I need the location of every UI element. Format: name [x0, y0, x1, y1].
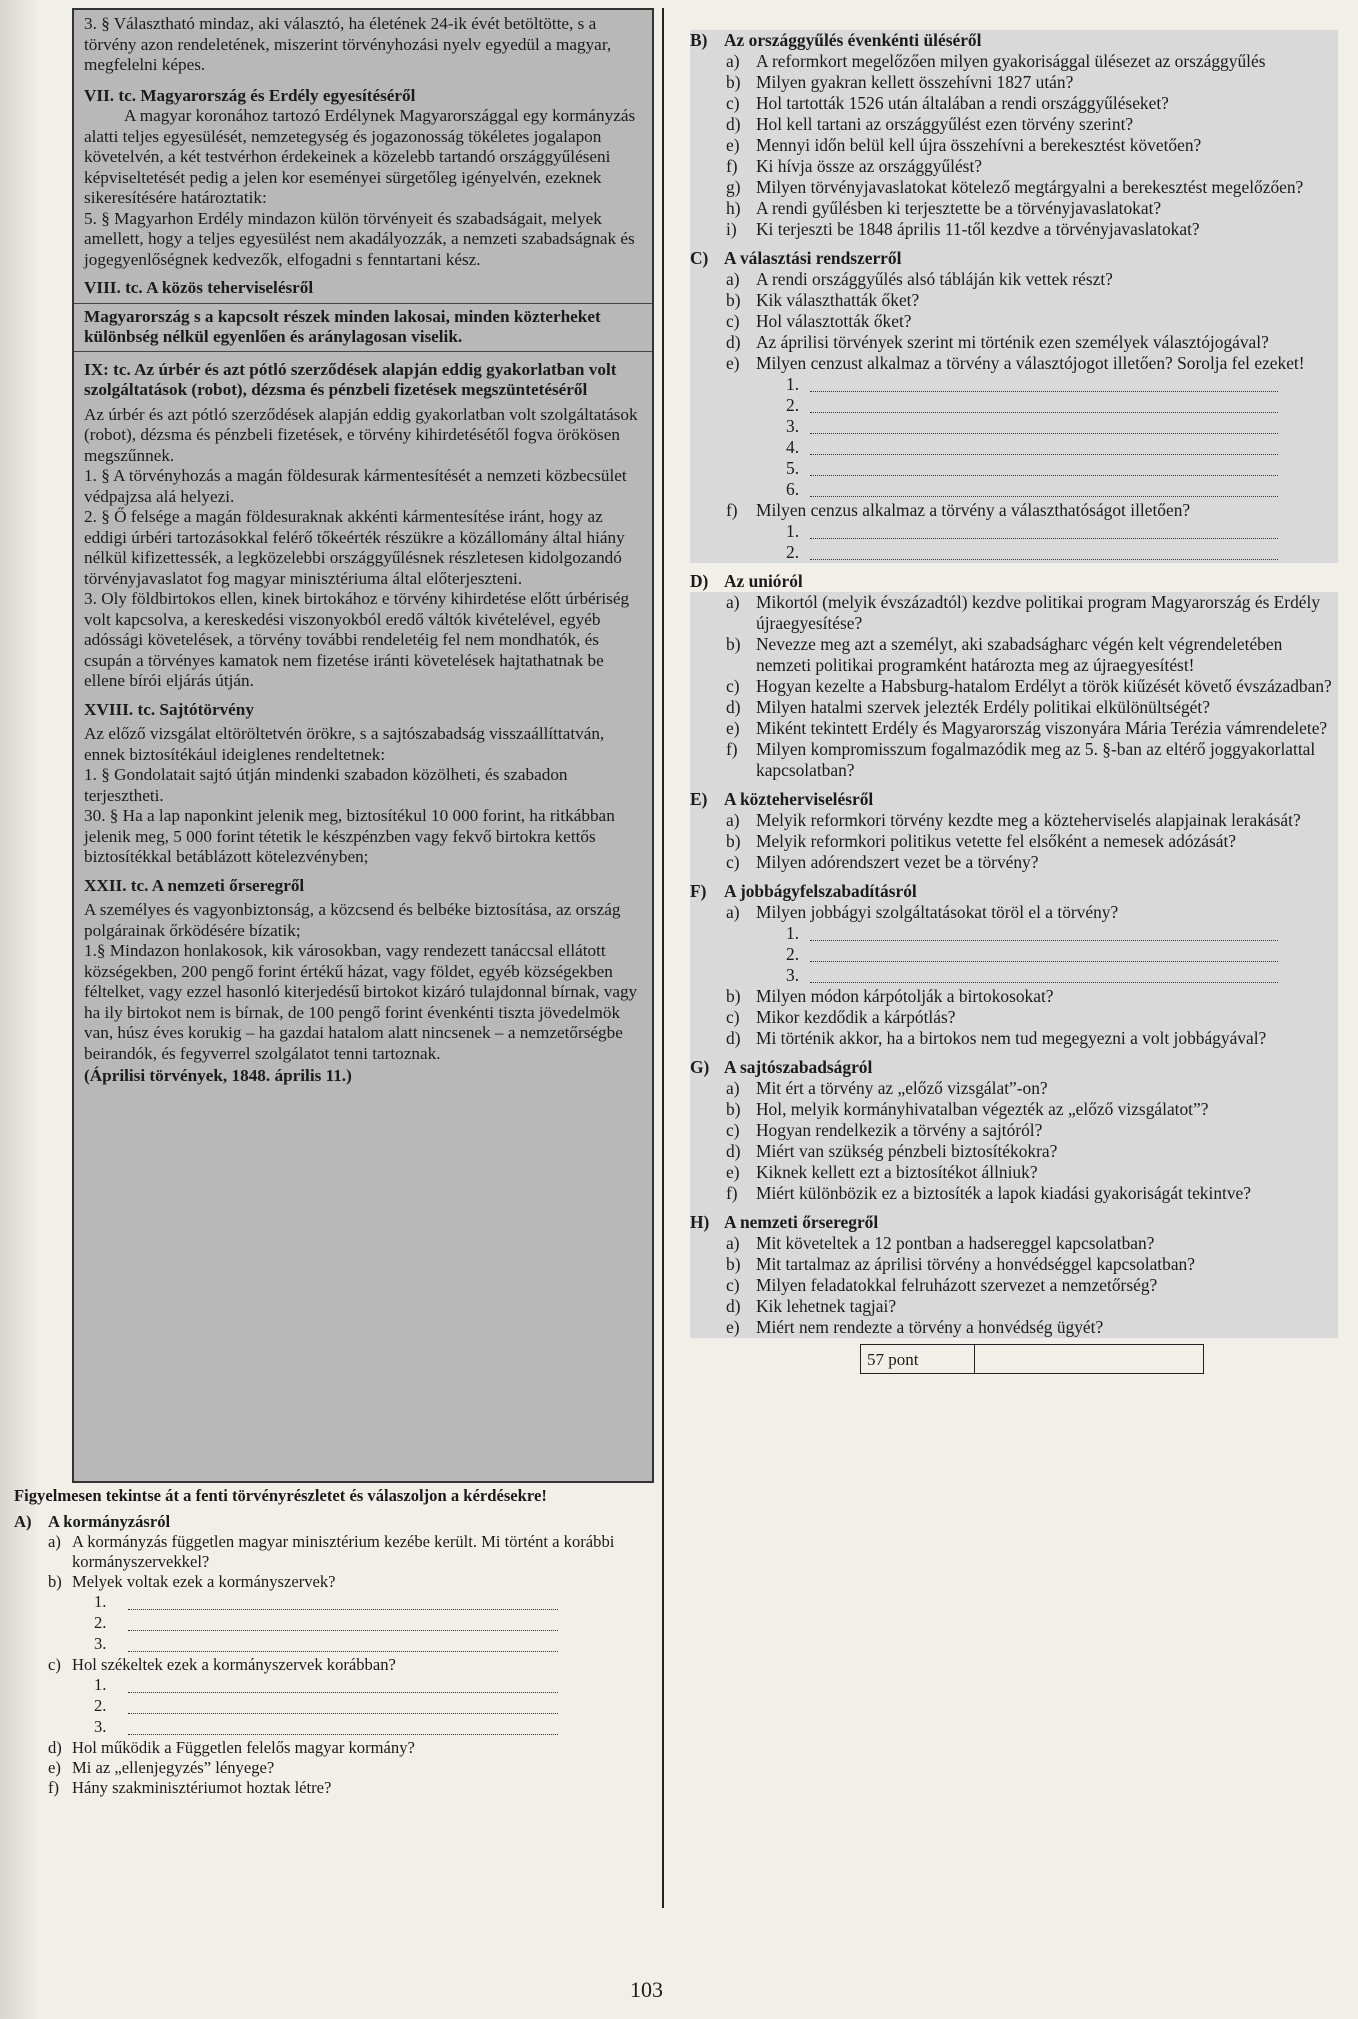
question-d-a: a) Mikortól (melyik évszázadtól) kezdve politikai program Magyarország és Erdély újraegyesítése? [726, 592, 1321, 633]
section-d-title: D) Az unióról [690, 571, 803, 591]
question-g-c: c) Hogyan rendelkezik a törvény a sajtóról? [726, 1120, 1043, 1140]
section-f-title: F) A jobbágyfelszabadításról [690, 881, 917, 901]
law-xviii-title: XVIII. tc. Sajtótörvény [84, 699, 254, 719]
law-vii-5: 5. § Magyarhon Erdély mindazon külön törvényeit és szabadságait, melyek amellett, hogy a teljes egyesülést nem akadályozzák, a nemzeti szabadságnak és jogegyenlőségnek kedvezők, elfogadni s fenntartani kész. [84, 208, 635, 269]
answer-line[interactable]: 3. [14, 1634, 654, 1655]
question-g-b: b) Hol, melyik kormányhivatalban végezték az „előző vizsgálatot”? [726, 1099, 1209, 1119]
question-a-e: e) Mi az „ellenjegyzés” lényege? [48, 1758, 275, 1777]
section-h-title: H) A nemzeti őrseregről [690, 1212, 879, 1232]
question-d-e: e) Miként tekintett Erdély és Magyarország viszonyára Mária Terézia vámrendelete? [726, 718, 1328, 738]
question-f-c: c) Mikor kezdődik a kárpótlás? [726, 1007, 956, 1027]
section-a-questions [14, 1486, 654, 1798]
question-b-h: h) A rendi gyűlésben ki terjesztette be a törvényjavaslatokat? [726, 198, 1162, 218]
law-xxii-title: XXII. tc. A nemzeti őrseregről [84, 875, 305, 895]
answer-line[interactable]: 2. [690, 542, 1338, 563]
law-item-3: 3. § Választható mindaz, aki választó, ha életének 24-ik évét betöltötte, s a törvény azon rendeletének, miszerint törvényhozási nyelv egyedül a magyar, megfelelni képes. [84, 14, 612, 74]
section-d-to-h [690, 592, 1338, 1338]
answer-line[interactable]: 3. [690, 416, 1338, 437]
law-ix-1: 1. § A törvényhozás a magán földesurak kármentesítését a nemzeti közbecsület védpajzsa alá helyezi. [84, 466, 627, 506]
score-box [860, 1344, 1204, 1374]
question-g-e: e) Kiknek kellett ezt a biztosítékot állniuk? [726, 1162, 1038, 1182]
law-viii-body: Magyarország s a kapcsolt részek minden lakosai, minden közterheket különbség nélkül egyenlően és aránylagosan viselik. [74, 303, 652, 352]
law-vii-title: VII. tc. Magyarország és Erdély egyesítéséről [84, 85, 416, 105]
law-xxii-body: A személyes és vagyonbiztonság, a közcsend és belbéke biztosítása, az ország polgárainak őrködésére bízatik; [84, 900, 621, 940]
law-excerpt-box [72, 8, 654, 1483]
question-f-b: b) Milyen módon kárpótolják a birtokosokat? [726, 986, 1054, 1006]
column-divider [662, 8, 664, 1908]
question-b-i: i) Ki terjeszti be 1848 április 11-től kezdve a törvényjavaslatokat? [726, 219, 1200, 239]
law-xviii-body: Az előző vizsgálat eltöröltetvén örökre, s a sajtószabadság visszaállíttatván, ennek biztosítékául ideiglenes rendeltetnek: [84, 724, 605, 764]
question-b-f: f) Ki hívja össze az országgyűlést? [726, 156, 983, 176]
section-e-title: E) A közteherviselésről [690, 789, 874, 809]
question-b-c: c) Hol tartották 1526 után általában a rendi országgyűléseket? [726, 93, 1169, 113]
question-c-f: f) Milyen cenzus alkalmaz a törvény a választhatóságot illetően? [726, 500, 1191, 520]
right-column [690, 30, 1338, 1374]
question-c-b: b) Kik választhatták őket? [726, 290, 920, 310]
law-source: (Áprilisi törvények, 1848. április 11.) [84, 1066, 352, 1085]
question-c-c: c) Hol választották őket? [726, 311, 912, 331]
question-d-d: d) Milyen hatalmi szervek jelezték Erdély politikai elkülönültségét? [726, 697, 1210, 717]
question-b-d: d) Hol kell tartani az országgyűlést ezen törvény szerint? [726, 114, 1134, 134]
answer-line[interactable]: 1. [14, 1675, 654, 1696]
answer-line[interactable]: 2. [690, 944, 1338, 965]
question-a-c: c) Hol székeltek ezek a kormányszervek korábban? [48, 1655, 396, 1674]
law-xxii-1: 1.§ Mindazon honlakosok, kik városokban, vagy rendezett tanáccsal ellátott községekben, 200 pengő forint értékű házat, vagy földet, egyéb községekben féltelket, vagy ezzel hasonló kiterjedésű birtokot kizáró tulajdonnal bírnak, vagy ha ily birtokot nem is bírnak, de 100 pengő forint évenkénti tiszta jövedelmök van, húsz éves korukig – ha gazdai hatalom alatt nincsenek – a nemzetőrségbe beirandók, és fegyverrel szolgálatot tenni tartoznak. [84, 941, 638, 1063]
section-g-title: G) A sajtószabadságról [690, 1057, 873, 1077]
page-number: 103 [630, 1977, 663, 2002]
law-ix-body: Az úrbér és azt pótló szerződések alapján eddig gyakorlatban volt szolgáltatások (robot), dézsma és pénzbeli fizetések, e törvény kihirdetésétől fogva örökösen megszűnnek. [84, 404, 638, 465]
law-ix-3: 3. Oly földbirtokos ellen, kinek birtokához e törvény kihirdetése előtt úrbériség volt kapcsolva, a kereskedési viszonyokból eredő váltók kivételével, egyéb adóssági követelések, a törvény további rendeletéig fel nem mondhatók, és csupán a törvényes kamatok nem fizetése iránti követelések hajtathatnak be ellene bírói eljárás útján. [84, 589, 630, 690]
question-h-c: c) Milyen feladatokkal felruházott szervezet a nemzetőrség? [726, 1275, 1158, 1295]
question-a-a: a) A kormányzás független magyar minisztérium kezébe került. Mi történt a korábbi kormányszervekkel? [48, 1532, 615, 1571]
score-label: 57 pont [861, 1345, 975, 1373]
question-c-e: e) Milyen cenzust alkalmaz a törvény a választójogot illetően? Sorolja fel ezeket! [726, 353, 1305, 373]
answer-line[interactable]: 1. [690, 521, 1338, 542]
law-xviii-30: 30. § Ha a lap naponkint jelenik meg, biztosítékul 10 000 forint, ha ritkábban jelenik meg, 5 000 forint tétetik le készpénzben vagy fekvő birtokra kettős biztosítékkal betáblázott kötelezvényben; [84, 806, 615, 866]
question-c-a: a) A rendi országgyűlés alsó tábláján kik vettek részt? [726, 269, 1113, 289]
question-b-g: g) Milyen törvényjavaslatokat kötelező megtárgyalni a berekesztést megelőzően? [726, 177, 1304, 197]
question-e-b: b) Melyik reformkori politikus vetette fel elsőként a nemesek adózását? [726, 831, 1237, 851]
answer-line[interactable]: 3. [690, 965, 1338, 986]
question-h-d: d) Kik lehetnek tagjai? [726, 1296, 897, 1316]
question-g-f: f) Miért különbözik ez a biztosíték a lapok kiadási gyakoriságát tekintve? [726, 1183, 1251, 1203]
answer-line[interactable]: 1. [690, 374, 1338, 395]
instruction-text: Figyelmesen tekintse át a fenti törvényrészletet és válaszoljon a kérdésekre! [14, 1486, 547, 1505]
answer-line[interactable]: 2. [14, 1696, 654, 1717]
answer-line[interactable]: 2. [690, 395, 1338, 416]
law-ix-title: IX: tc. Az úrbér és azt pótló szerződések alapján eddig gyakorlatban volt szolgáltatások (robot), dézsma és pénzbeli fizetések megszüntetéséről [84, 359, 617, 399]
question-d-f: f) Milyen kompromisszum fogalmazódik meg az 5. §-ban az eltérő joggyakorlattal kapcsolatban? [726, 739, 1316, 780]
question-a-f: f) Hány szakminisztériumot hoztak létre? [48, 1778, 332, 1797]
question-c-d: d) Az áprilisi törvények szerint mi történik ezen személyek választójogával? [726, 332, 1269, 352]
section-a-title: A) A kormányzásról [14, 1512, 171, 1531]
section-b [690, 30, 1338, 563]
question-d-b: b) Nevezze meg azt a személyt, aki szabadságharc végén kelt végrendeletében nemzeti politikai programként határozta meg az újraegyesítést! [726, 634, 1283, 675]
answer-line[interactable]: 3. [14, 1717, 654, 1738]
question-d-c: c) Hogyan kezelte a Habsburg-hatalom Erdélyt a török kiűzését követő évszázadban? [726, 676, 1332, 696]
law-xviii-1: 1. § Gondolatait sajtó útján mindenki szabadon közölheti, és szabadon terjesztheti. [84, 765, 568, 805]
question-g-a: a) Mit ért a törvény az „előző vizsgálat”-on? [726, 1078, 1048, 1098]
law-viii-title: VIII. tc. A közös teherviselésről [84, 278, 314, 297]
question-e-a: a) Melyik reformkori törvény kezdte meg a közteherviselés alapjainak lerakását? [726, 810, 1301, 830]
answer-line[interactable]: 1. [690, 923, 1338, 944]
question-b-b: b) Milyen gyakran kellett összehívni 1827 után? [726, 72, 1074, 92]
question-h-b: b) Mit tartalmaz az áprilisi törvény a honvédséggel kapcsolatban? [726, 1254, 1195, 1274]
question-g-d: d) Miért van szükség pénzbeli biztosítékokra? [726, 1141, 1058, 1161]
question-a-d: d) Hol működik a Független felelős magyar kormány? [48, 1738, 415, 1757]
answer-line[interactable]: 4. [690, 437, 1338, 458]
question-h-e: e) Miért nem rendezte a törvény a honvédség ügyét? [726, 1317, 1104, 1337]
question-e-c: c) Milyen adórendszert vezet be a törvény? [726, 852, 1039, 872]
question-h-a: a) Mit követeltek a 12 pontban a hadsereggel kapcsolatban? [726, 1233, 1155, 1253]
section-c-title: C) A választási rendszerről [690, 248, 902, 268]
law-ix-2: 2. § Ő felsége a magán földesuraknak akkénti kármentesítése iránt, hogy az eddigi úrbéri tartozásokkal felérő tőkeérték részükre a közállomány által hiány nélkül kifizettessék, a legközelebbi országgyűlésnek részletesen kidolgozandó törvényjavaslatot fog magyar minisztériuma által előterjeszteni. [84, 507, 625, 588]
law-vii-body: A magyar koronához tartozó Erdélynek Magyarországgal egy kormányzás alatti teljes egyesülését, nemzetegység és jogazonosság tökéletes jogalapon követelvén, a két testvérhon érdekeinek a közelebb tartandó országgyűléseni képviseltetését pedig a jelen kor eseményei sürgetőleg igényelvén, ezeknek sikeresítésére határoztatik: [84, 106, 636, 207]
answer-line[interactable]: 6. [690, 479, 1338, 500]
section-b-title: B) Az országgyűlés évenkénti üléséről [690, 30, 982, 50]
question-b-e: e) Mennyi időn belül kell újra összehívni a berekesztést követően? [726, 135, 1202, 155]
answer-line[interactable]: 1. [14, 1592, 654, 1613]
question-f-a: a) Milyen jobbágyi szolgáltatásokat töröl el a törvény? [726, 902, 1119, 922]
score-field[interactable] [975, 1345, 1203, 1373]
answer-line[interactable]: 5. [690, 458, 1338, 479]
question-b-a: a) A reformkort megelőzően milyen gyakorisággal ülésezet az országgyűlés [726, 51, 1266, 71]
question-a-b: b) Melyek voltak ezek a kormányszervek? [48, 1572, 336, 1591]
question-f-d: d) Mi történik akkor, ha a birtokos nem tud megegyezni a volt jobbágyával? [726, 1028, 1267, 1048]
answer-line[interactable]: 2. [14, 1613, 654, 1634]
